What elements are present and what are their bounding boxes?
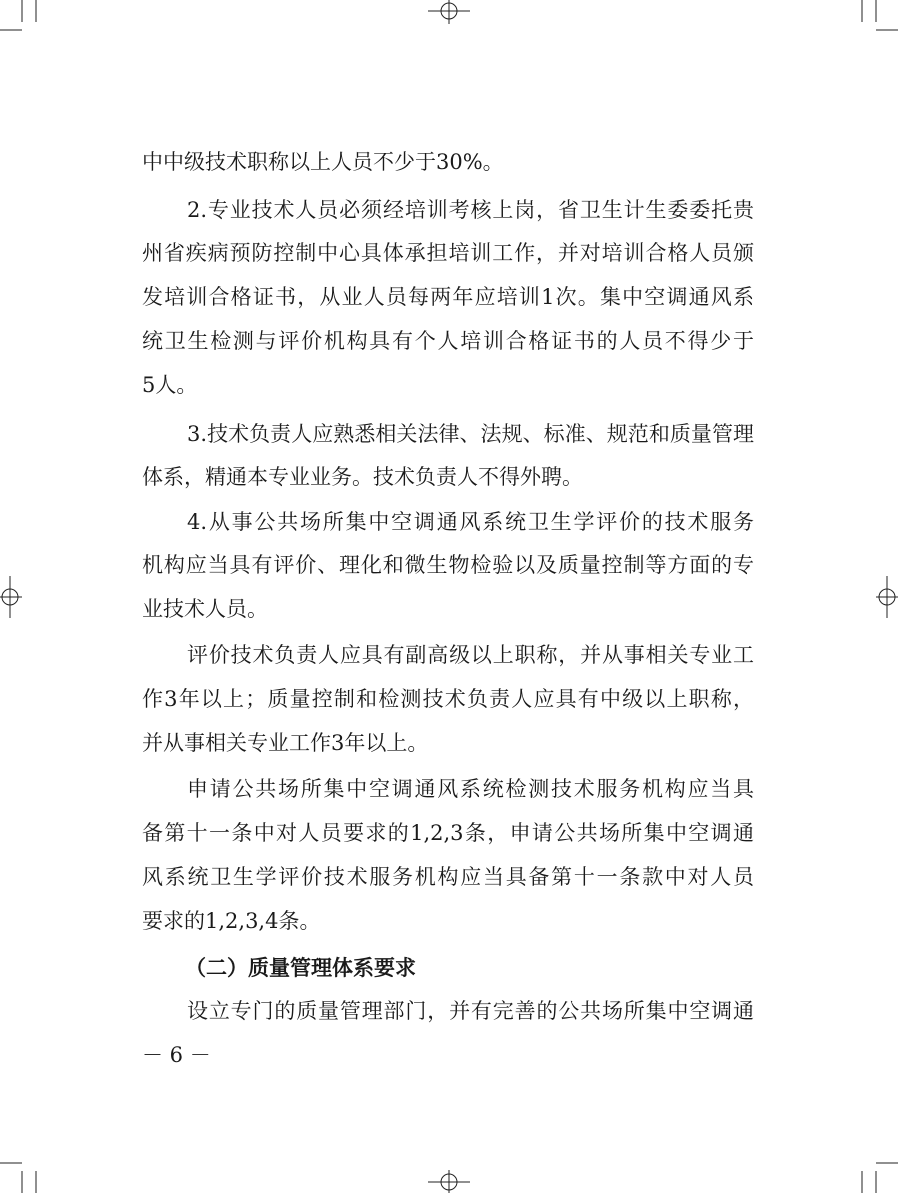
text-line: 州省疾病预防控制中心具体承担培训工作，并对培训合格人员颁 (142, 241, 754, 265)
text-line: 风系统卫生学评价技术服务机构应当具备第十一条款中对人员 (142, 865, 754, 889)
text-line: 并从事相关专业工作3年以上。 (142, 731, 429, 755)
text-line: 体系，精通本专业业务。技术负责人不得外聘。 (142, 465, 583, 489)
crop-mark-bottom-left (0, 1163, 36, 1193)
crop-mark-top-left (0, 0, 36, 30)
section-heading: （二）质量管理体系要求 (185, 956, 416, 980)
text-line: 作3年以上；质量控制和检测技术负责人应具有中级以上职称， (142, 687, 754, 711)
registration-target-top (428, 0, 470, 24)
text-line: 5人。 (142, 373, 198, 397)
text-line: 发培训合格证书，从业人员每两年应培训1次。集中空调通风系 (142, 285, 754, 309)
text-line: 机构应当具有评价、理化和微生物检验以及质量控制等方面的专 (142, 553, 754, 577)
text-line: 设立专门的质量管理部门，并有完善的公共场所集中空调通 (187, 999, 754, 1023)
crop-mark-bottom-right (862, 1163, 898, 1193)
text-line: 申请公共场所集中空调通风系统检测技术服务机构应当具 (187, 777, 754, 801)
text-line: 2.专业技术人员必须经培训考核上岗，省卫生计生委委托贵 (187, 198, 754, 222)
registration-target-right (876, 576, 898, 618)
text-line: 统卫生检测与评价机构具有个人培训合格证书的人员不得少于 (142, 329, 754, 353)
text-line: 要求的1,2,3,4条。 (142, 909, 321, 933)
text-line: 评价技术负责人应具有副高级以上职称，并从事相关专业工 (187, 643, 754, 667)
registration-target-bottom (428, 1170, 470, 1193)
text-line: 业技术人员。 (142, 597, 268, 621)
text-line: 4.从事公共场所集中空调通风系统卫生学评价的技术服务 (187, 510, 754, 534)
page-number: － 6 － (142, 1043, 211, 1067)
registration-target-left (0, 576, 22, 618)
text-line: 3.技术负责人应熟悉相关法律、法规、标准、规范和质量管理 (187, 422, 754, 446)
text-line: 备第十一条中对人员要求的1,2,3条，申请公共场所集中空调通 (142, 821, 754, 845)
crop-mark-top-right (862, 0, 898, 30)
text-line: 中中级技术职称以上人员不少于30%。 (142, 150, 504, 174)
